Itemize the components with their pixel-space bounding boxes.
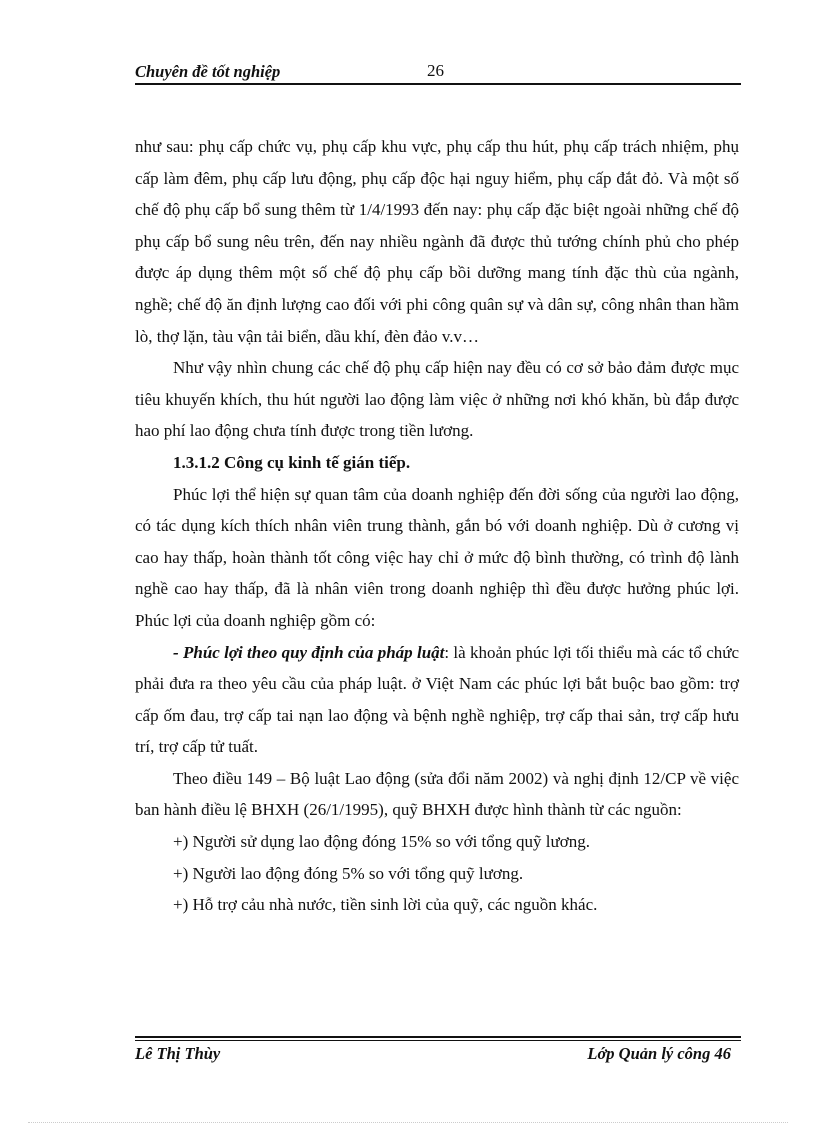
footer-rule [135, 1036, 741, 1038]
page-number: 26 [427, 61, 444, 80]
page-footer [135, 1044, 741, 1068]
list-item: +) Người lao động đóng 5% so với tổng quỹ lương. [173, 863, 524, 883]
paragraph-allowances-list: như sau: phụ cấp chức vụ, phụ cấp khu vực, phụ cấp thu hút, phụ cấp trách nhiệm, phụ cấp làm đêm, phụ cấp lưu động, phụ cấp độc hại nguy hiểm, phụ cấp đắt đỏ. Và một số chế độ phụ cấp bổ sung thêm từ 1/4/1993 đến nay: phụ cấp đặc biệt ngoài những chế độ phụ cấp bổ sung nêu trên, đến nay nhiều ngành đã được thủ tướng chính phủ cho phép được áp dụng thêm một số chế độ phụ cấp bồi dưỡng mang tính đặc thù của ngành, nghề; chế độ ăn định lượng cao đối với phi công quân sự và dân sự, công nhân than hầm lò, thợ lặn, tàu vận tải biển, dầu khí, đèn đảo v.v… [135, 137, 739, 346]
paragraph-bhxh-sources: Theo điều 149 – Bộ luật Lao động (sửa đổi năm 2002) và nghị định 12/CP về việc ban hành điều lệ BHXH (26/1/1995), quỹ BHXH được hình thành từ các nguồn: [135, 768, 739, 820]
header-rule [135, 83, 741, 85]
paragraph-legal-welfare [135, 637, 739, 763]
list-item: +) Người sử dụng lao động đóng 15% so với tổng quỹ lương. [173, 832, 590, 852]
footer-rule-thin [135, 1040, 741, 1041]
document-title: Chuyên đề tốt nghiệp [135, 62, 281, 81]
section-heading: 1.3.1.2 Công cụ kinh tế gián tiếp. [173, 452, 411, 472]
page-body [135, 131, 739, 921]
page-header [135, 60, 741, 84]
footer-class: Lớp Quản lý công 46 [587, 1044, 731, 1063]
paragraph-allowances-summary: Như vậy nhìn chung các chế độ phụ cấp hiện nay đều có cơ sở bảo đảm được mục tiêu khuyến khích, thu hút người lao động làm việc ở những nơi khó khăn, bù đắp được hao phí lao động chưa tính được trong tiền lương. [135, 358, 739, 441]
list-item: +) Hỗ trợ cảu nhà nước, tiền sinh lời của quỹ, các nguồn khác. [173, 895, 598, 915]
legal-welfare-term: - Phúc lợi theo quy định của pháp luật [173, 642, 445, 662]
paragraph-welfare-intro: Phúc lợi thể hiện sự quan tâm của doanh nghiệp đến đời sống của người lao động, có tác dụng kích thích nhân viên trung thành, gắn bó với doanh nghiệp. Dù ở cương vị cao hay thấp, hoàn thành tốt công việc hay chỉ ở mức độ bình thường, có trình độ lành nghề cao hay thấp, đã là nhân viên trong doanh nghiệp thì đều được hưởng phúc lợi. Phúc lợi của doanh nghiệp gồm có: [135, 484, 739, 630]
legal-welfare-definition: : là khoản phúc lợi tối thiểu mà các tổ chức phải đưa ra theo yêu cầu của pháp luật. ở Việt Nam các phúc lợi bắt buộc bao gồm: trợ cấp ốm đau, trợ cấp tai nạn lao động và bệnh nghề nghiệp, trợ cấp thai sản, trợ cấp hưu trí, trợ cấp tử tuất. [135, 642, 740, 757]
footer-author: Lê Thị Thùy [135, 1044, 221, 1063]
